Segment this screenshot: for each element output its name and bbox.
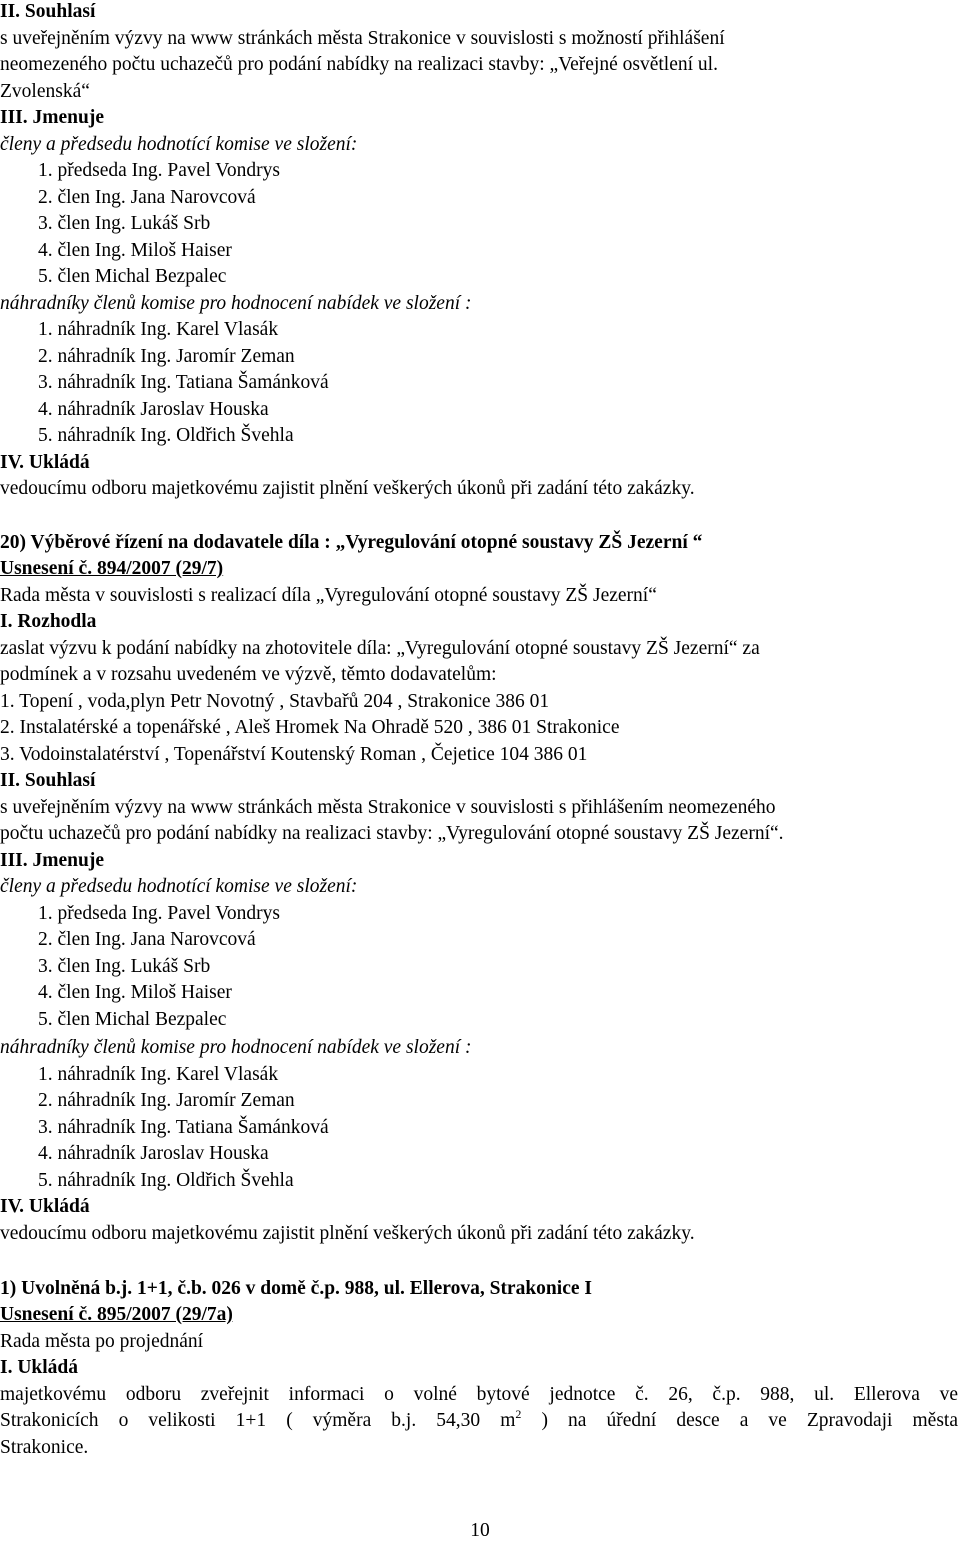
paragraph-line: podmínek a v rozsahu uvedeném ve výzvě, těmto dodavatelům: xyxy=(0,664,497,685)
paragraph-line: vedoucímu odboru majetkovému zajistit plnění veškerých úkonů při zadání této zakázky. xyxy=(0,1223,695,1244)
paragraph-line: počtu uchazečů pro podání nabídky na realizaci stavby: „Vyregulování otopné soustavy ZŠ Jezerní“. xyxy=(0,823,784,844)
resolution-number: Usnesení č. 895/2007 (29/7a) xyxy=(0,1304,233,1325)
paragraph-line: s uveřejněním výzvy na www stránkách města Strakonice v souvislosti s přihlášením neomezeného xyxy=(0,797,776,818)
substitutes-intro: náhradníky členů komise pro hodnocení nabídek ve složení : xyxy=(0,1037,472,1058)
substitute-member: 1. náhradník Ing. Karel Vlasák xyxy=(38,1064,279,1085)
committee-member: 5. člen Michal Bezpalec xyxy=(38,1009,227,1030)
committee-member: 4. člen Ing. Miloš Haiser xyxy=(38,240,232,261)
committee-member: 3. člen Ing. Lukáš Srb xyxy=(38,213,211,234)
section-heading-souhlasi: II. Souhlasí xyxy=(0,1,96,22)
section-heading-jmenuje: III. Jmenuje xyxy=(0,850,105,871)
text-segment: Strakonicích o velikosti 1+1 ( výměra b.j. 54,30 m xyxy=(0,1410,516,1431)
substitute-member: 2. náhradník Ing. Jaromír Zeman xyxy=(38,1090,295,1111)
section-heading-uklada: I. Ukládá xyxy=(0,1357,79,1378)
supplier-item: 2. Instalatérské a topenářské , Aleš Hromek Na Ohradě 520 , 386 01 Strakonice xyxy=(0,717,620,738)
substitute-member: 5. náhradník Ing. Oldřich Švehla xyxy=(38,1170,294,1191)
paragraph-line: Strakonice. xyxy=(0,1437,89,1458)
committee-member: 2. člen Ing. Jana Narovcová xyxy=(38,187,256,208)
substitute-member: 2. náhradník Ing. Jaromír Zeman xyxy=(38,346,295,367)
committee-intro: členy a předsedu hodnotící komise ve složení: xyxy=(0,134,358,155)
substitute-member: 3. náhradník Ing. Tatiana Šamánková xyxy=(38,1117,329,1138)
text-segment: ) na úřední desce a ve Zpravodaji města xyxy=(521,1410,958,1431)
substitute-member: 4. náhradník Jaroslav Houska xyxy=(38,399,269,420)
council-statement: Rada města v souvislosti s realizací díla „Vyregulování otopné soustavy ZŠ Jezerní“ xyxy=(0,585,657,606)
committee-member: 5. člen Michal Bezpalec xyxy=(38,266,227,287)
paragraph-line: neomezeného počtu uchazečů pro podání nabídky na realizaci stavby: „Veřejné osvětlení ul. xyxy=(0,54,718,75)
superscript: 2 xyxy=(515,1407,522,1421)
committee-member: 1. předseda Ing. Pavel Vondrys xyxy=(38,903,280,924)
section-heading-uklada: IV. Ukládá xyxy=(0,1196,90,1217)
item-title: 1) Uvolněná b.j. 1+1, č.b. 026 v domě č.p. 988, ul. Ellerova, Strakonice I xyxy=(0,1278,592,1299)
supplier-item: 3. Vodoinstalatérství , Topenářství Koutenský Roman , Čejetice 104 386 01 xyxy=(0,744,588,765)
resolution-number: Usnesení č. 894/2007 (29/7) xyxy=(0,558,224,579)
committee-member: 1. předseda Ing. Pavel Vondrys xyxy=(38,160,280,181)
substitute-member: 3. náhradník Ing. Tatiana Šamánková xyxy=(38,372,329,393)
substitute-member: 1. náhradník Ing. Karel Vlasák xyxy=(38,319,279,340)
paragraph-line xyxy=(0,1409,958,1433)
committee-member: 2. člen Ing. Jana Narovcová xyxy=(38,929,256,950)
substitute-member: 5. náhradník Ing. Oldřich Švehla xyxy=(38,425,294,446)
committee-member: 4. člen Ing. Miloš Haiser xyxy=(38,982,232,1003)
substitute-member: 4. náhradník Jaroslav Houska xyxy=(38,1143,269,1164)
section-heading-uklada: IV. Ukládá xyxy=(0,452,90,473)
paragraph-line: majetkovému odboru zveřejnit informaci o volné bytové jednotce č. 26, č.p. 988, ul. Ellerova ve xyxy=(0,1384,958,1405)
committee-member: 3. člen Ing. Lukáš Srb xyxy=(38,956,211,977)
paragraph-line: s uveřejněním výzvy na www stránkách města Strakonice v souvislosti s možností přihlášení xyxy=(0,28,725,49)
page-number: 10 xyxy=(470,1520,490,1541)
council-statement: Rada města po projednání xyxy=(0,1331,204,1352)
substitutes-intro: náhradníky členů komise pro hodnocení nabídek ve složení : xyxy=(0,293,472,314)
section-heading-jmenuje: III. Jmenuje xyxy=(0,107,105,128)
paragraph-line: vedoucímu odboru majetkovému zajistit plnění veškerých úkonů při zadání této zakázky. xyxy=(0,478,695,499)
item-title: 20) Výběrové řízení na dodavatele díla : „Vyregulování otopné soustavy ZŠ Jezerní “ xyxy=(0,532,703,553)
paragraph-line: Zvolenská“ xyxy=(0,81,90,102)
section-heading-souhlasi: II. Souhlasí xyxy=(0,770,96,791)
paragraph-line: zaslat výzvu k podání nabídky na zhotovitele díla: „Vyregulování otopné soustavy ZŠ Jezerní“ za xyxy=(0,638,760,659)
committee-intro: členy a předsedu hodnotící komise ve složení: xyxy=(0,876,358,897)
section-heading-rozhodla: I. Rozhodla xyxy=(0,611,97,632)
supplier-item: 1. Topení , voda,plyn Petr Novotný , Stavbařů 204 , Strakonice 386 01 xyxy=(0,691,550,712)
